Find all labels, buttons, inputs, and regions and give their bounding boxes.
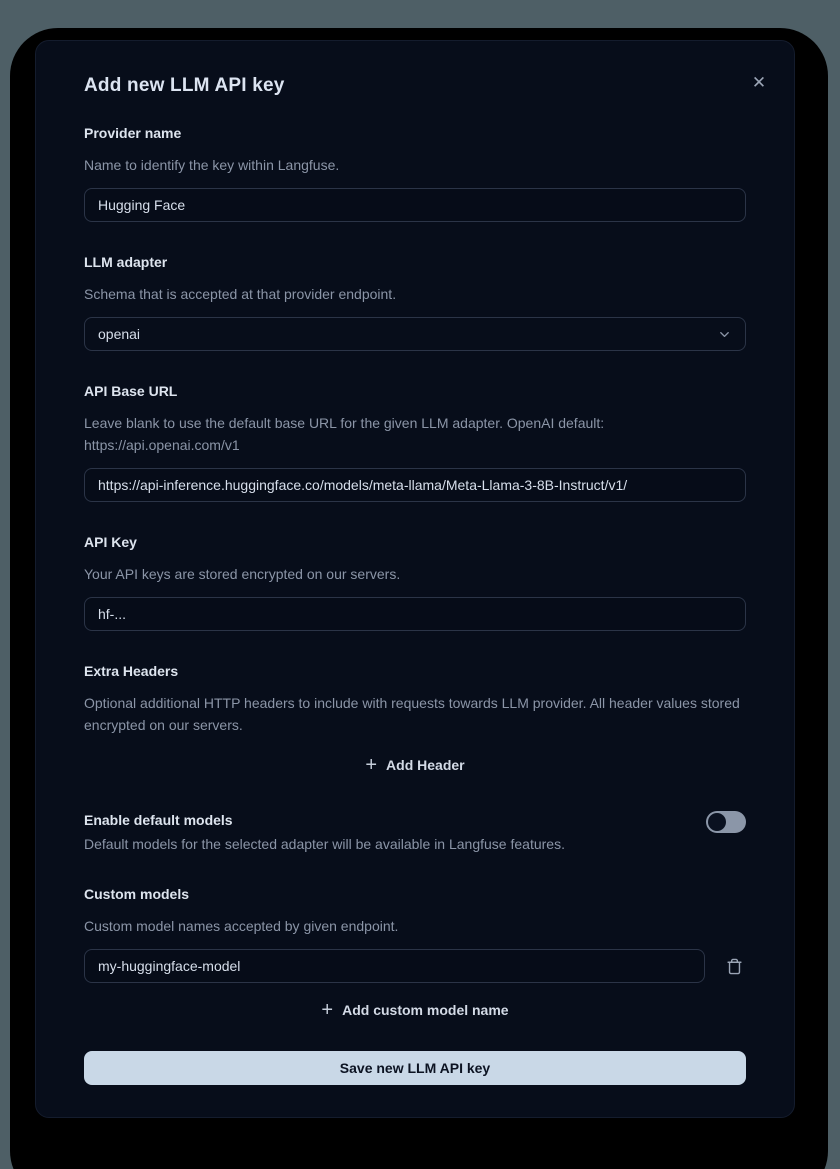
extra-headers-description: Optional additional HTTP headers to include with requests towards LLM provider. All header values stored encrypted on our servers. bbox=[84, 695, 740, 733]
save-button[interactable]: Save new LLM API key bbox=[84, 1051, 746, 1085]
add-llm-api-key-modal bbox=[35, 40, 795, 1118]
llm-adapter-selected-value: openai bbox=[98, 326, 141, 342]
modal-title: Add new LLM API key bbox=[84, 75, 285, 96]
enable-default-models-label: Enable default models bbox=[84, 812, 233, 828]
provider-name-description: Name to identify the key within Langfuse. bbox=[84, 157, 340, 173]
api-key-description: Your API keys are stored encrypted on our servers. bbox=[84, 566, 401, 582]
plus-icon: + bbox=[365, 754, 378, 776]
api-base-url-field bbox=[84, 383, 746, 502]
provider-name-field bbox=[84, 125, 746, 222]
provider-name-input[interactable] bbox=[84, 188, 746, 222]
add-custom-model-button-label: Add custom model name bbox=[342, 1002, 509, 1018]
api-base-url-description: Leave blank to use the default base URL for the given LLM adapter. OpenAI default: https://api.openai.com/v1 bbox=[84, 415, 605, 453]
api-base-url-label: API Base URL bbox=[84, 383, 178, 399]
llm-adapter-field bbox=[84, 254, 746, 351]
api-key-input[interactable] bbox=[84, 597, 746, 631]
custom-models-field bbox=[84, 886, 746, 1021]
custom-models-description: Custom model names accepted by given endpoint. bbox=[84, 918, 399, 934]
api-base-url-input[interactable] bbox=[84, 468, 746, 502]
custom-models-label: Custom models bbox=[84, 886, 190, 902]
llm-adapter-description: Schema that is accepted at that provider endpoint. bbox=[84, 286, 397, 302]
trash-icon bbox=[726, 958, 743, 975]
plus-icon: + bbox=[321, 999, 334, 1021]
provider-name-label: Provider name bbox=[84, 125, 182, 141]
llm-adapter-select[interactable] bbox=[84, 317, 746, 351]
api-key-label: API Key bbox=[84, 534, 137, 550]
enable-default-models-toggle[interactable] bbox=[706, 811, 746, 833]
add-header-button-label: Add Header bbox=[386, 757, 465, 773]
extra-headers-label: Extra Headers bbox=[84, 663, 179, 679]
enable-default-models-text bbox=[84, 812, 706, 854]
chevron-down-icon bbox=[717, 327, 732, 342]
enable-default-models-description: Default models for the selected adapter will be available in Langfuse features. bbox=[84, 836, 565, 852]
api-key-field bbox=[84, 534, 746, 631]
custom-model-input[interactable] bbox=[84, 949, 705, 983]
extra-headers-field bbox=[84, 663, 746, 776]
close-icon[interactable]: ✕ bbox=[748, 71, 770, 93]
enable-default-models-section bbox=[84, 812, 746, 854]
add-custom-model-button[interactable] bbox=[321, 999, 508, 1021]
add-header-button[interactable] bbox=[365, 754, 464, 776]
llm-adapter-label: LLM adapter bbox=[84, 254, 168, 270]
delete-custom-model-button[interactable] bbox=[722, 954, 746, 978]
toggle-thumb bbox=[708, 813, 726, 831]
custom-model-row bbox=[84, 949, 746, 983]
